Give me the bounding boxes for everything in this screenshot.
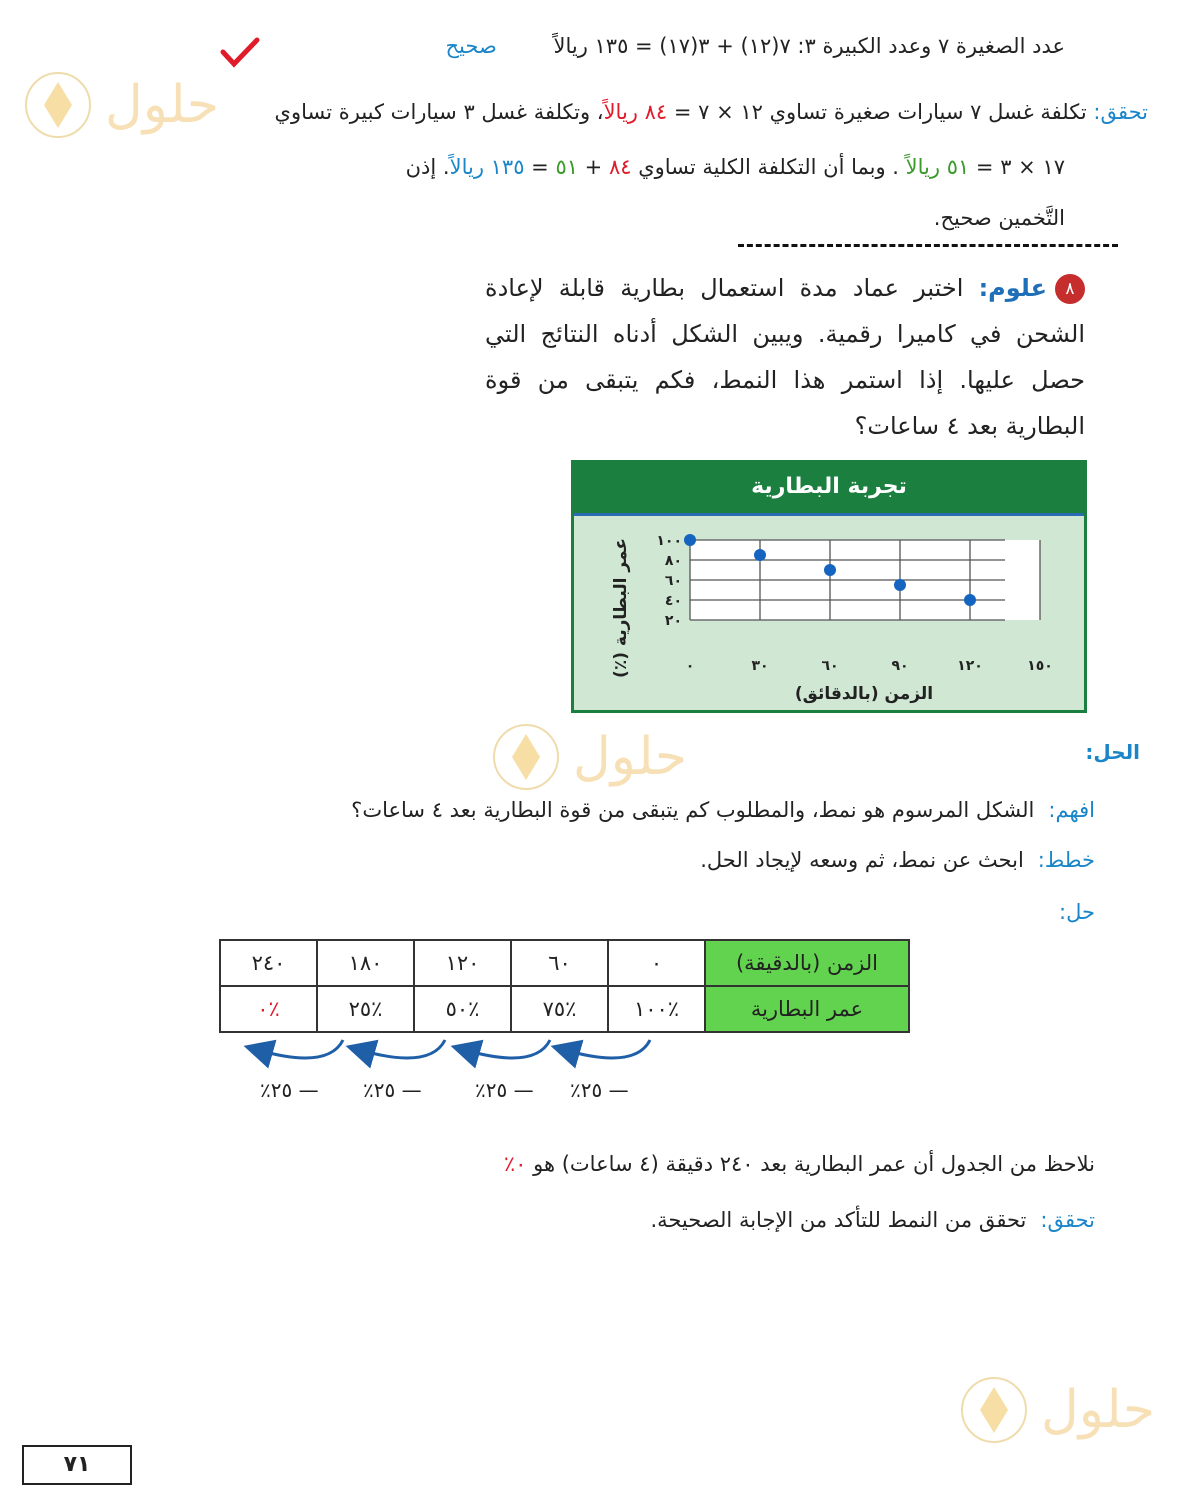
check-step-text: تحقق من النمط للتأكد من الإجابة الصحيحة.	[650, 1208, 1027, 1232]
diff-label: — ٢٥٪	[260, 1078, 319, 1102]
arrow-curve	[258, 1040, 343, 1058]
table-cell: ١٨٠	[317, 940, 414, 986]
check-text-part: ، وتكلفة غسل ٣ سيارات كبيرة تساوي	[274, 100, 604, 124]
arrow-curve	[360, 1040, 445, 1058]
battery-chart	[571, 460, 1087, 713]
check-text-part: ١٧ × ٣ =	[969, 155, 1065, 179]
conclusion-line: التَّخمين صحيح.	[933, 206, 1065, 230]
data-point	[684, 534, 696, 546]
chart-plot	[574, 513, 1084, 710]
data-point	[894, 579, 906, 591]
question-number-badge: ٨	[1055, 274, 1085, 304]
diff-label: — ٢٥٪	[363, 1078, 422, 1102]
note-value: ٠٪	[503, 1152, 527, 1176]
check-text-part: . إذن	[405, 155, 450, 179]
table-cell: ٢٤٠	[220, 940, 317, 986]
table-cell: ٪١٠٠	[608, 986, 705, 1032]
understand-step	[351, 798, 1095, 822]
understand-label: افهم:	[1048, 798, 1095, 822]
check-line-1	[275, 100, 1148, 124]
table-cell-answer: ٪٠	[220, 986, 317, 1032]
table-header-time: الزمن (بالدقيقة)	[705, 940, 909, 986]
pattern-arrows	[240, 1030, 670, 1080]
correct-label: صحيح	[445, 34, 497, 58]
x-tick-label: ٩٠	[891, 658, 909, 674]
arrow-curve	[465, 1040, 550, 1058]
x-tick-label: ٠	[685, 658, 695, 674]
data-point	[754, 549, 766, 561]
svg-text:حلول: حلول	[104, 75, 220, 135]
check-value: ١٣٥ ريالاً	[449, 155, 525, 179]
table-cell: ٦٠	[511, 940, 608, 986]
check-step-label: تحقق:	[1040, 1208, 1095, 1232]
page-number: ٧١	[22, 1445, 132, 1485]
watermark-logo-icon	[958, 1365, 1168, 1455]
y-tick-label: ٨٠	[664, 553, 682, 569]
table-row	[220, 940, 909, 986]
x-tick-label: ١٥٠	[1027, 658, 1053, 674]
x-tick-label: ١٢٠	[957, 658, 983, 674]
y-tick-label: ١٠٠	[656, 533, 682, 549]
diff-label: — ٢٥٪	[475, 1078, 534, 1102]
question-block	[485, 265, 1085, 449]
x-axis-label: الزمن (بالدقائق)	[794, 684, 934, 704]
table-header-battery: عمر البطارية	[705, 986, 909, 1032]
check-value: ٥١ ريالاً	[905, 155, 970, 179]
y-tick-label: ٢٠	[664, 613, 682, 629]
check-line-2	[406, 155, 1065, 179]
solve-label: حل:	[1059, 900, 1095, 924]
check-text-part: . وبما أن التكلفة الكلية تساوي	[631, 155, 906, 179]
dashed-divider	[738, 244, 1118, 247]
table-row	[220, 986, 909, 1032]
y-tick-label: ٦٠	[664, 573, 682, 589]
checkmark-icon	[220, 36, 260, 74]
check-text-part: =	[524, 155, 556, 179]
solution-title: الحل:	[1085, 740, 1140, 764]
check-value: ٨٤ ريالاً	[603, 100, 668, 124]
arrow-curve	[565, 1040, 650, 1058]
plan-step	[700, 848, 1095, 872]
table-cell: ٪٧٥	[511, 986, 608, 1032]
equation-line	[446, 34, 1066, 58]
check-value: ٥١	[555, 155, 578, 179]
check-value: ٨٤	[608, 155, 632, 179]
svg-text:حلول: حلول	[1040, 1380, 1156, 1440]
solve-step	[1045, 900, 1095, 924]
chart-title: تجربة البطارية	[574, 463, 1084, 516]
understand-text: الشكل المرسوم هو نمط، والمطلوب كم يتبقى من قوة البطارية بعد ٤ ساعات؟	[351, 798, 1035, 822]
equation-text: عدد الصغيرة ٧ وعدد الكبيرة ٣: ٧(١٢) + ٣(١٧) = ١٣٥ ريالاً	[553, 34, 1065, 58]
table-cell: ٪٥٠	[414, 986, 511, 1032]
question-label: علوم:	[978, 274, 1047, 302]
note-line	[504, 1152, 1095, 1176]
watermark-logo-bottom	[958, 1365, 1168, 1455]
check-label: تحقق:	[1093, 100, 1148, 124]
pattern-table	[219, 939, 910, 1033]
watermark-logo-icon	[22, 60, 232, 150]
watermark-logo-icon	[490, 712, 700, 802]
check-text-part: +	[578, 155, 609, 179]
data-point	[964, 594, 976, 606]
check-step	[650, 1208, 1095, 1232]
x-tick-label: ٦٠	[821, 658, 839, 674]
note-text: نلاحظ من الجدول أن عمر البطارية بعد ٢٤٠ دقيقة (٤ ساعات) هو	[533, 1152, 1095, 1176]
data-point	[824, 564, 836, 576]
watermark-logo-mid	[490, 712, 700, 802]
table-cell: ٠	[608, 940, 705, 986]
check-text-part: تكلفة غسل ٧ سيارات صغيرة تساوي ١٢ × ٧ =	[667, 100, 1087, 124]
x-tick-label: ٣٠	[751, 658, 769, 674]
plan-label: خطط:	[1037, 848, 1095, 872]
table-cell: ٪٢٥	[317, 986, 414, 1032]
plan-text: ابحث عن نمط، ثم وسعه لإيجاد الحل.	[700, 848, 1024, 872]
y-axis-label: عمر البطارية (٪)	[611, 538, 631, 678]
y-tick-label: ٤٠	[664, 593, 682, 609]
question-text: اختبر عماد مدة استعمال بطارية قابلة لإعادة الشحن في كاميرا رقمية. ويبين الشكل أدناه النتائج التي حصل عليها. إذا استمر هذا النمط، فكم يتبقى من قوة البطارية بعد ٤ ساعات؟	[485, 274, 1085, 440]
table-cell: ١٢٠	[414, 940, 511, 986]
svg-text:حلول: حلول	[572, 727, 688, 787]
watermark-logo-top	[22, 60, 232, 150]
diff-label: — ٢٥٪	[570, 1078, 629, 1102]
